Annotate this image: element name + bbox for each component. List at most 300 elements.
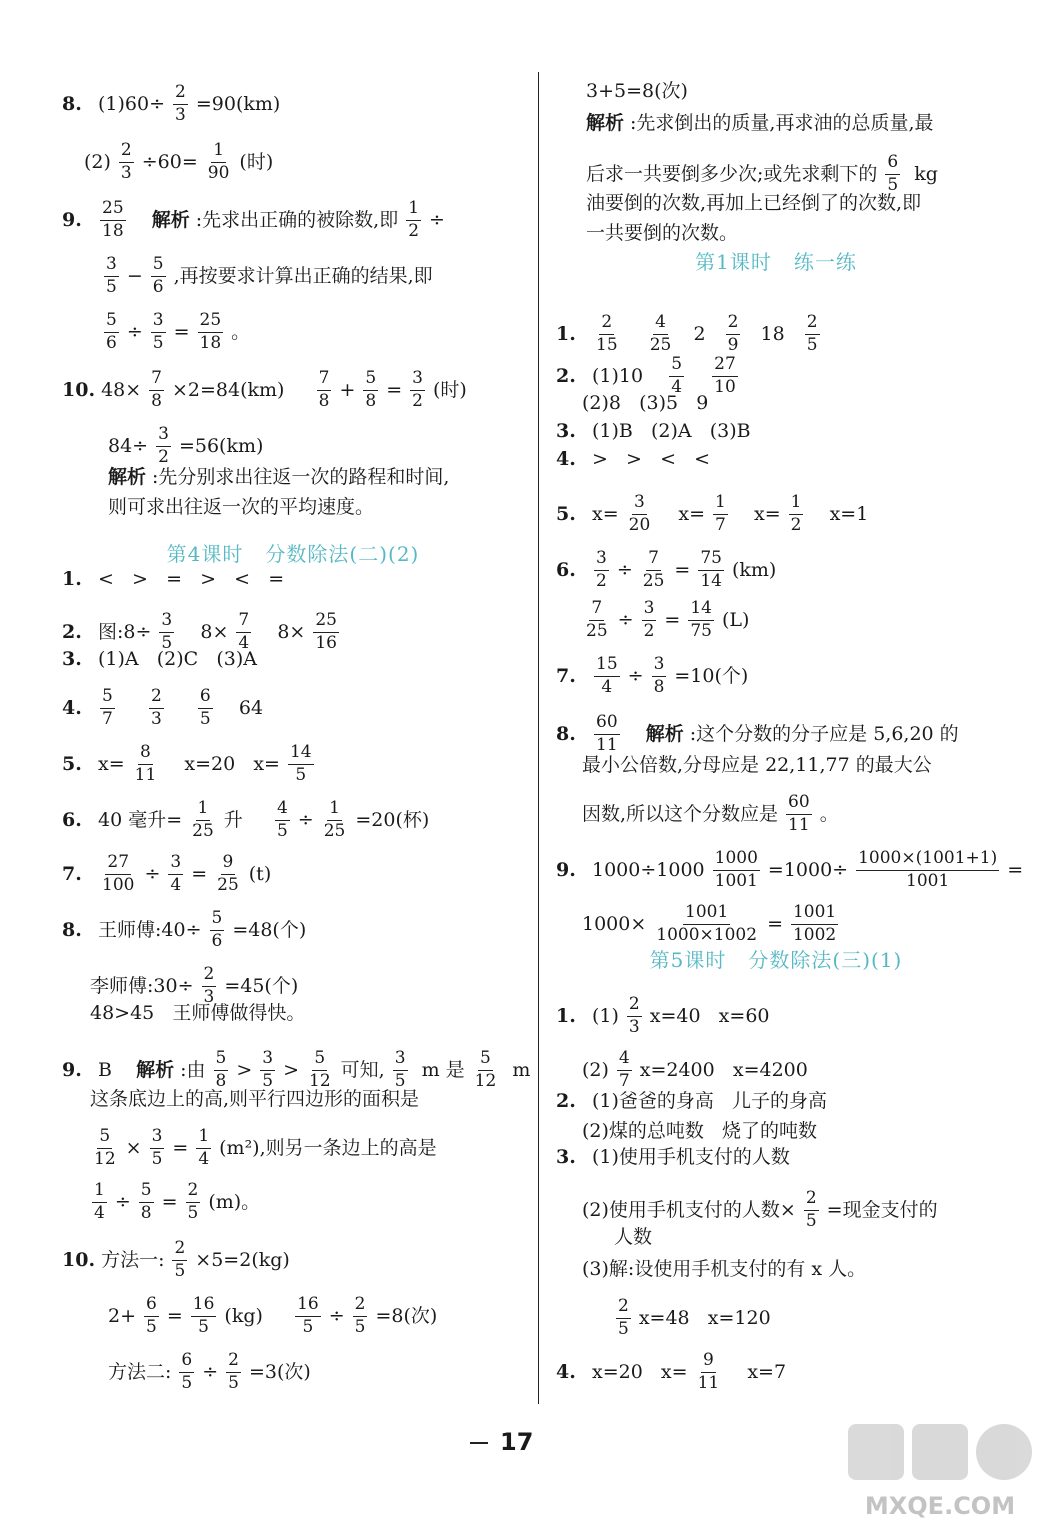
answer-line <box>582 1190 938 1231</box>
denominator: 6 <box>106 332 117 353</box>
denominator: 8 <box>318 390 330 411</box>
numerator: 4 <box>617 1050 632 1071</box>
fraction <box>641 550 667 591</box>
answer-line <box>556 550 776 591</box>
answer-line <box>614 1228 652 1247</box>
fraction <box>151 312 166 353</box>
item-number: 2. <box>62 620 82 643</box>
numerator: 2 <box>226 1352 241 1373</box>
answer-line <box>556 714 959 755</box>
numerator: 2 <box>186 1182 201 1203</box>
fraction <box>627 996 642 1037</box>
fraction <box>92 1182 107 1223</box>
numerator: 6 <box>144 1296 159 1317</box>
denominator: 5 <box>354 1316 366 1337</box>
denominator: 8 <box>365 390 377 411</box>
answer-line <box>62 800 429 841</box>
numerator: 27 <box>712 356 738 377</box>
item-number: 10. <box>62 378 96 401</box>
text-run: 18 <box>748 322 797 345</box>
numerator: 7 <box>646 550 661 571</box>
numerator: 5 <box>104 312 119 333</box>
text-run: =3(次) <box>248 1360 311 1383</box>
fraction <box>100 854 136 895</box>
text-run: :这个分数的分子应是 5,6,20 的 <box>689 722 959 745</box>
numerator: 2 <box>149 688 164 709</box>
numerator: 3 <box>410 370 425 391</box>
text-run: =现金支付的 <box>826 1198 938 1221</box>
numerator: 2 <box>599 314 614 335</box>
text-run: ÷ <box>627 664 644 687</box>
denominator: 75 <box>690 620 712 641</box>
denominator: 1000×1002 <box>656 924 758 945</box>
fraction <box>190 800 216 841</box>
text-run: > <box>283 1058 300 1081</box>
denominator: 11 <box>788 814 810 835</box>
fraction <box>275 800 290 841</box>
answer-line <box>62 688 263 729</box>
text-run: =20(杯) <box>355 808 430 831</box>
text-run: 1000× <box>582 912 647 935</box>
fraction <box>642 600 657 641</box>
text-run <box>123 699 141 718</box>
text-run: x=1 <box>811 502 869 525</box>
denominator: 8 <box>653 676 665 697</box>
fraction <box>202 966 217 1007</box>
fraction <box>584 600 610 641</box>
numerator: 25 <box>313 612 339 633</box>
fraction <box>100 688 115 729</box>
fraction <box>627 494 653 535</box>
numerator: 3 <box>156 426 171 447</box>
numerator: 5 <box>214 1050 229 1071</box>
numerator: 7 <box>317 370 332 391</box>
numerator: 2 <box>627 996 642 1017</box>
numerator: 5 <box>312 1050 327 1071</box>
denominator: 5 <box>151 1148 163 1169</box>
text-run: = <box>674 558 691 581</box>
text-run: ÷ <box>297 808 314 831</box>
text-run: 方法一: <box>101 1248 165 1271</box>
text-run: ÷ <box>616 558 633 581</box>
numerator: 5 <box>97 1128 112 1149</box>
text-run: = <box>386 378 403 401</box>
answer-line <box>62 910 306 951</box>
watermark-logo <box>840 1416 1040 1526</box>
denominator: 7 <box>102 708 113 729</box>
numerator: 5 <box>363 370 378 391</box>
text-run: =1000÷ <box>767 858 849 881</box>
item-number: 1. <box>62 568 82 590</box>
analysis-label: 解析 <box>108 466 147 488</box>
text-run: > > < < <box>592 448 711 470</box>
item-number: 9. <box>556 858 576 881</box>
answer-line <box>556 1148 790 1167</box>
text-run: x=48 x=120 <box>638 1306 771 1329</box>
text-run: (时) <box>239 150 274 173</box>
fraction <box>322 800 348 841</box>
fraction <box>856 850 999 891</box>
fraction <box>726 314 741 355</box>
text-run: B <box>98 1058 131 1081</box>
answer-line <box>582 1260 866 1279</box>
numerator: 3 <box>594 550 609 571</box>
numerator: 2 <box>804 1190 819 1211</box>
text-run: × <box>125 1136 142 1159</box>
analysis-label: 解析 <box>151 208 190 231</box>
text-run: kg <box>908 162 938 185</box>
fraction <box>669 356 684 397</box>
denominator: 5 <box>198 1316 209 1337</box>
text-run: = <box>767 912 783 935</box>
text-run: ×5=2(kg) <box>195 1248 290 1271</box>
text-run: (1)A (2)C (3)A <box>98 648 257 670</box>
denominator: 3 <box>203 986 215 1007</box>
text-run: < > = > < = <box>98 568 285 590</box>
fraction <box>210 910 225 951</box>
numerator: 5 <box>100 688 115 709</box>
denominator: 5 <box>174 1260 186 1281</box>
numerator: 3 <box>104 256 119 277</box>
answer-line <box>62 200 445 241</box>
answer-line <box>614 1298 771 1339</box>
denominator: 1001 <box>906 870 950 891</box>
fraction <box>393 1050 408 1091</box>
denominator: 11 <box>134 764 157 785</box>
denominator: 5 <box>394 1070 406 1091</box>
numerator: 1 <box>196 1128 211 1149</box>
text-run: =8(次) <box>375 1304 438 1327</box>
text-run: (t) <box>248 862 272 885</box>
fraction <box>805 314 820 355</box>
item-number: 8. <box>556 722 576 745</box>
column-divider <box>538 72 539 1404</box>
fraction <box>139 1182 154 1223</box>
text-run: 。 <box>819 802 839 825</box>
fraction <box>713 850 760 891</box>
text-run: ÷ <box>114 1190 131 1213</box>
numerator: 2 <box>119 142 134 163</box>
fraction <box>616 1298 631 1339</box>
analysis-label: 解析 <box>586 112 625 134</box>
answer-line <box>586 82 688 101</box>
fraction <box>789 494 804 535</box>
numerator: 2 <box>202 966 217 987</box>
denominator: 5 <box>106 276 117 297</box>
numerator: 16 <box>295 1296 321 1317</box>
item-number: 5. <box>62 752 82 775</box>
fraction <box>144 1296 159 1337</box>
denominator: 8 <box>151 390 162 411</box>
numerator: 7 <box>236 612 251 633</box>
fraction <box>696 1352 722 1393</box>
fraction <box>104 256 119 297</box>
text-run: = <box>664 608 681 631</box>
fraction <box>133 744 159 785</box>
text-run: x=7 <box>729 1360 787 1383</box>
answer-line <box>62 854 271 895</box>
numerator: 2 <box>172 1240 187 1261</box>
denominator: 20 <box>628 514 651 535</box>
text-run: (1)使用手机支付的人数 <box>592 1146 790 1168</box>
denominator: 3 <box>175 104 186 125</box>
denominator: 25 <box>192 820 214 841</box>
item-number: 3. <box>556 420 576 442</box>
answer-line <box>90 1128 437 1169</box>
item-number: 7. <box>62 862 82 885</box>
text-run: 一共要倒的次数。 <box>586 222 739 244</box>
text-run: ÷ <box>328 1304 345 1327</box>
fraction <box>594 656 620 697</box>
numerator: 14 <box>288 744 314 765</box>
text-run: 后求一共要倒多少次;或先求剩下的 <box>586 162 878 185</box>
numerator: 2 <box>173 84 188 105</box>
text-run: 8× <box>259 620 306 643</box>
fraction <box>698 550 724 591</box>
fraction <box>288 744 314 785</box>
numerator: 1 <box>327 800 342 821</box>
text-run: m <box>506 1058 531 1081</box>
answer-line <box>90 1182 260 1223</box>
numerator: 2 <box>726 314 741 335</box>
numerator: 6 <box>198 688 213 709</box>
numerator: 7 <box>149 370 164 391</box>
fraction <box>652 656 667 697</box>
item-number: 8. <box>62 918 82 941</box>
denominator: 11 <box>596 734 618 755</box>
text-run: 因数,所以这个分数应是 <box>582 802 779 825</box>
text-run: :由 <box>180 1058 206 1081</box>
fraction <box>688 600 714 641</box>
text-run: 8× <box>182 620 229 643</box>
text-run: = <box>166 1304 183 1327</box>
denominator: 5 <box>161 632 173 653</box>
fraction <box>198 688 213 729</box>
denominator: 3 <box>628 1016 640 1037</box>
fraction <box>196 1128 211 1169</box>
text-run: ×2=84(km) <box>172 378 309 401</box>
item-number: 5. <box>556 502 576 525</box>
fraction <box>236 612 251 653</box>
text-run: 图:8÷ <box>98 620 152 643</box>
text-run: (2) <box>582 1058 609 1081</box>
answer-line <box>108 498 374 517</box>
numerator: 3 <box>393 1050 408 1071</box>
text-run: :先分别求出往返一次的路程和时间, <box>152 466 450 488</box>
text-run: + <box>339 378 356 401</box>
text-run: :先求倒出的质量,再求油的总质量,最 <box>630 112 934 134</box>
fraction <box>206 142 232 183</box>
denominator: 14 <box>700 570 722 591</box>
text-run: (1)B (2)A (3)B <box>592 420 751 442</box>
text-run: 则可求出往返一次的平均速度。 <box>108 496 375 518</box>
text-run: (1) <box>592 1004 619 1027</box>
fraction <box>307 1050 333 1091</box>
item-number: 4. <box>556 448 576 470</box>
numerator: 1000×(1001+1) <box>856 850 999 871</box>
text-run: 1000÷1000 <box>592 858 705 881</box>
answer-line <box>108 1352 311 1393</box>
answer-line <box>556 996 770 1037</box>
answer-line <box>582 756 932 775</box>
answer-line <box>84 142 273 183</box>
numerator: 60 <box>594 714 620 735</box>
denominator: 25 <box>642 570 665 591</box>
fraction <box>713 494 728 535</box>
answer-line <box>582 904 840 945</box>
denominator: 5 <box>152 332 164 353</box>
denominator: 2 <box>408 220 420 241</box>
answer-line <box>62 612 341 653</box>
text-run: ,再按要求计算出正确的结果,即 <box>173 264 433 287</box>
watermark-domain: MXQE.COM <box>864 1492 1016 1520</box>
numerator: 6 <box>179 1352 194 1373</box>
fraction <box>317 370 332 411</box>
text-run: 最小公倍数,分母应是 22,11,77 的最大公 <box>582 754 932 776</box>
text-run: = <box>161 1190 178 1213</box>
fraction <box>100 200 126 241</box>
answer-line <box>586 224 738 243</box>
denominator: 3 <box>150 708 162 729</box>
answer-line <box>582 394 708 413</box>
answer-line <box>90 1090 419 1109</box>
fraction <box>92 1128 118 1169</box>
numerator: 27 <box>105 854 131 875</box>
denominator: 11 <box>697 1372 720 1393</box>
section-heading: 第4课时 分数除法(二)(2) <box>166 542 420 566</box>
text-run: 人数 <box>614 1226 653 1248</box>
section-heading: 第1课时 练一练 <box>695 250 857 274</box>
fraction <box>406 200 421 241</box>
denominator: 5 <box>302 1316 314 1337</box>
fraction <box>214 1050 229 1091</box>
text-run: 40 毫升= <box>98 808 183 831</box>
text-run: 。 <box>231 320 251 343</box>
text-run: =56(km) <box>178 434 264 457</box>
fraction <box>186 1182 201 1223</box>
text-run: ÷ <box>126 320 143 343</box>
numerator: 6 <box>885 154 900 175</box>
fraction <box>353 1296 368 1337</box>
numerator: 9 <box>221 854 236 875</box>
fraction <box>654 904 759 945</box>
denominator: 5 <box>887 174 899 195</box>
item-number: 6. <box>62 808 82 831</box>
item-number: 9. <box>62 1058 82 1081</box>
denominator: 6 <box>211 930 223 951</box>
answer-line <box>556 494 868 535</box>
numerator: 1 <box>713 494 728 515</box>
denominator: 16 <box>315 632 337 653</box>
numerator: 16 <box>191 1296 217 1317</box>
item-number: 6. <box>556 558 576 581</box>
answer-line <box>556 314 822 355</box>
denominator: 5 <box>199 708 211 729</box>
text-run: x=40 x=60 <box>649 1004 770 1027</box>
item-number: 7. <box>556 664 576 687</box>
text-run: ÷60= <box>141 150 198 173</box>
text-run: 升 <box>223 808 267 831</box>
denominator: 5 <box>187 1202 199 1223</box>
item-number: 3. <box>556 1146 576 1168</box>
text-run: 3+5=8(次) <box>586 80 688 102</box>
answer-line <box>582 794 839 835</box>
text-run: (2)煤的总吨数 烧了的吨数 <box>582 1120 818 1142</box>
text-run: (2) <box>84 150 111 173</box>
fraction <box>173 84 188 125</box>
denominator: 3 <box>120 162 132 183</box>
text-run <box>628 725 640 744</box>
text-run <box>172 699 190 718</box>
numerator: 1000 <box>713 850 760 871</box>
text-run: x= <box>98 752 125 775</box>
answer-line <box>90 966 298 1007</box>
analysis-label: 解析 <box>136 1058 175 1081</box>
text-run: x=2400 x=4200 <box>639 1058 808 1081</box>
text-run: 48>45 王师傅做得快。 <box>90 1002 306 1024</box>
fraction <box>159 612 174 653</box>
numerator: 1 <box>211 142 226 163</box>
numerator: 2 <box>805 314 820 335</box>
item-number: 10. <box>62 1248 96 1271</box>
item-number: 2. <box>556 1090 576 1112</box>
denominator: 7 <box>715 514 726 535</box>
denominator: 4 <box>170 874 182 895</box>
fraction <box>804 1190 819 1231</box>
answer-line <box>90 1004 305 1023</box>
denominator: 90 <box>207 162 230 183</box>
fraction <box>473 1050 499 1091</box>
numerator: 3 <box>652 656 667 677</box>
fraction <box>791 904 838 945</box>
fraction <box>363 370 378 411</box>
numerator: 8 <box>138 744 153 765</box>
denominator: 15 <box>596 334 618 355</box>
denominator: 25 <box>649 334 672 355</box>
denominator: 5 <box>618 1318 629 1339</box>
denominator: 5 <box>228 1372 239 1393</box>
fraction <box>594 550 609 591</box>
fraction <box>226 1352 241 1393</box>
answer-line <box>556 1092 827 1111</box>
numerator: 3 <box>159 612 174 633</box>
text-run: (m²),则另一条边上的高是 <box>219 1136 437 1159</box>
answer-line <box>62 570 284 589</box>
denominator: 7 <box>618 1070 630 1091</box>
fraction <box>410 370 425 411</box>
fraction <box>885 154 900 195</box>
denominator: 100 <box>102 874 135 895</box>
fraction <box>594 714 620 755</box>
item-number: 3. <box>62 648 82 670</box>
answer-line <box>556 422 751 441</box>
numerator: 5 <box>478 1050 493 1071</box>
fraction <box>712 356 738 397</box>
numerator: 5 <box>151 256 166 277</box>
numerator: 5 <box>210 910 225 931</box>
text-run: 方法二: <box>108 1360 172 1383</box>
denominator: 5 <box>805 1210 817 1231</box>
item-number: 2. <box>556 364 576 387</box>
fraction <box>119 142 134 183</box>
fraction <box>151 256 166 297</box>
text-run: 李师傅:30÷ <box>90 974 194 997</box>
denominator: 5 <box>181 1372 193 1393</box>
denominator: 12 <box>309 1070 331 1091</box>
text-run: (3)解:设使用手机支付的有 x 人。 <box>582 1258 867 1280</box>
numerator: 3 <box>151 312 166 333</box>
fraction <box>215 854 241 895</box>
